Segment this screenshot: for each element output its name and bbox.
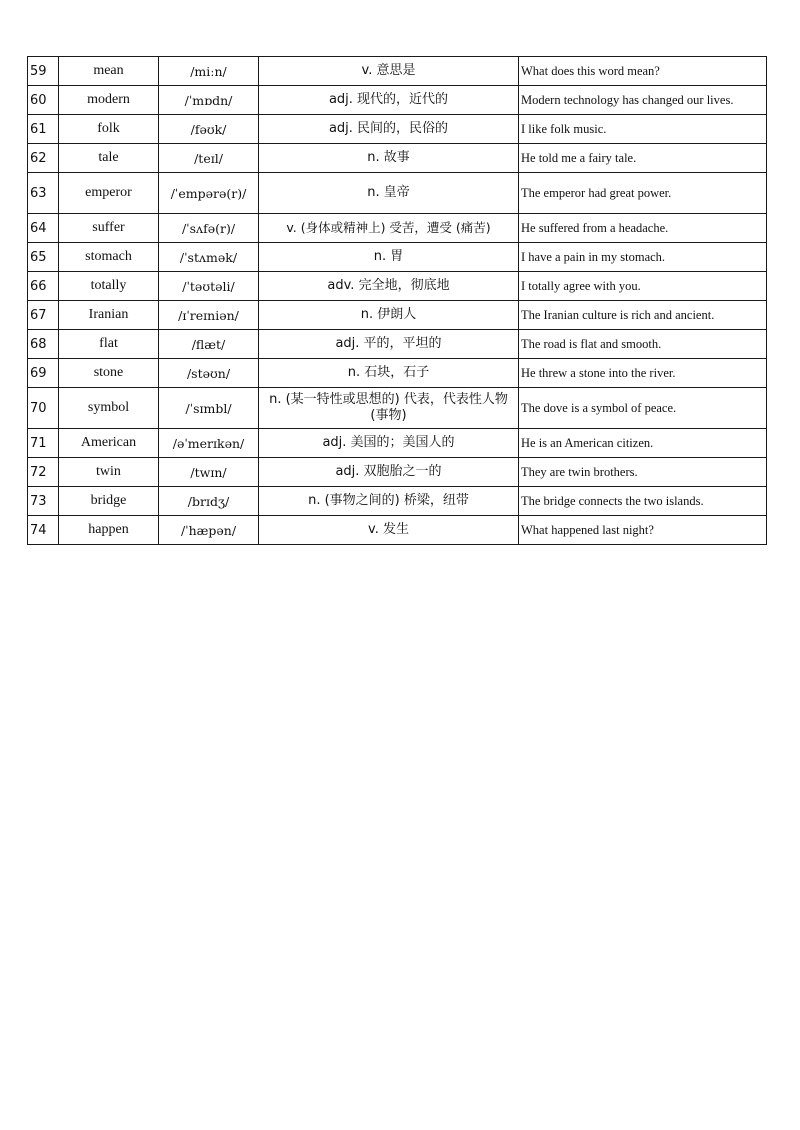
table-row xyxy=(28,429,767,458)
word-cell: twin xyxy=(59,458,159,487)
table-row xyxy=(28,144,767,173)
vocabulary-table xyxy=(27,56,767,545)
word-cell: happen xyxy=(59,516,159,545)
meaning-cell: n. (事物之间的) 桥梁，纽带 xyxy=(259,487,519,516)
phonetic-cell: /brɪdʒ/ xyxy=(159,487,259,516)
table-row xyxy=(28,330,767,359)
table-row xyxy=(28,359,767,388)
meaning-cell: adv. 完全地，彻底地 xyxy=(259,272,519,301)
meaning-cell: adj. 双胞胎之一的 xyxy=(259,458,519,487)
example-sentence-cell: They are twin brothers. xyxy=(519,458,767,487)
meaning-cell: n. 伊朗人 xyxy=(259,301,519,330)
row-number: 71 xyxy=(28,429,59,458)
example-sentence-cell: The bridge connects the two islands. xyxy=(519,487,767,516)
word-cell: suffer xyxy=(59,214,159,243)
table-row xyxy=(28,516,767,545)
phonetic-cell: /ˈsʌfə(r)/ xyxy=(159,214,259,243)
phonetic-cell: /ˈempərə(r)/ xyxy=(159,173,259,214)
phonetic-cell: /flæt/ xyxy=(159,330,259,359)
example-sentence-cell: He threw a stone into the river. xyxy=(519,359,767,388)
phonetic-cell: /miːn/ xyxy=(159,57,259,86)
phonetic-cell: /ˈhæpən/ xyxy=(159,516,259,545)
table-row xyxy=(28,301,767,330)
phonetic-cell: /ˈtəʊtəli/ xyxy=(159,272,259,301)
row-number: 62 xyxy=(28,144,59,173)
word-cell: modern xyxy=(59,86,159,115)
row-number: 64 xyxy=(28,214,59,243)
table-row xyxy=(28,243,767,272)
row-number: 59 xyxy=(28,57,59,86)
table-row xyxy=(28,214,767,243)
table-row xyxy=(28,173,767,214)
meaning-cell: n. 胃 xyxy=(259,243,519,272)
word-cell: American xyxy=(59,429,159,458)
example-sentence-cell: The Iranian culture is rich and ancient. xyxy=(519,301,767,330)
table-row xyxy=(28,272,767,301)
row-number: 65 xyxy=(28,243,59,272)
word-cell: tale xyxy=(59,144,159,173)
row-number: 60 xyxy=(28,86,59,115)
phonetic-cell: /ˈstʌmək/ xyxy=(159,243,259,272)
row-number: 72 xyxy=(28,458,59,487)
row-number: 66 xyxy=(28,272,59,301)
example-sentence-cell: The dove is a symbol of peace. xyxy=(519,388,767,429)
table-row xyxy=(28,458,767,487)
example-sentence-cell: What does this word mean? xyxy=(519,57,767,86)
word-cell: totally xyxy=(59,272,159,301)
table-row xyxy=(28,115,767,144)
meaning-cell: adj. 现代的，近代的 xyxy=(259,86,519,115)
phonetic-cell: /ˈsɪmbl/ xyxy=(159,388,259,429)
meaning-cell: n. 皇帝 xyxy=(259,173,519,214)
row-number: 61 xyxy=(28,115,59,144)
word-cell: symbol xyxy=(59,388,159,429)
meaning-cell: n. (某一特性或思想的) 代表，代表性人物 (事物) xyxy=(259,388,519,429)
meaning-cell: n. 故事 xyxy=(259,144,519,173)
example-sentence-cell: He suffered from a headache. xyxy=(519,214,767,243)
word-cell: emperor xyxy=(59,173,159,214)
example-sentence-cell: The road is flat and smooth. xyxy=(519,330,767,359)
row-number: 69 xyxy=(28,359,59,388)
table-row xyxy=(28,487,767,516)
phonetic-cell: /ˈmɒdn/ xyxy=(159,86,259,115)
meaning-cell: adj. 平的，平坦的 xyxy=(259,330,519,359)
phonetic-cell: /fəʊk/ xyxy=(159,115,259,144)
example-sentence-cell: What happened last night? xyxy=(519,516,767,545)
meaning-cell: n. 石块，石子 xyxy=(259,359,519,388)
phonetic-cell: /əˈmerɪkən/ xyxy=(159,429,259,458)
word-cell: mean xyxy=(59,57,159,86)
table-row xyxy=(28,388,767,429)
word-cell: Iranian xyxy=(59,301,159,330)
example-sentence-cell: Modern technology has changed our lives. xyxy=(519,86,767,115)
meaning-cell: adj. 民间的，民俗的 xyxy=(259,115,519,144)
row-number: 68 xyxy=(28,330,59,359)
example-sentence-cell: I totally agree with you. xyxy=(519,272,767,301)
row-number: 73 xyxy=(28,487,59,516)
example-sentence-cell: The emperor had great power. xyxy=(519,173,767,214)
word-cell: bridge xyxy=(59,487,159,516)
meaning-cell: v. 发生 xyxy=(259,516,519,545)
phonetic-cell: /teɪl/ xyxy=(159,144,259,173)
example-sentence-cell: He told me a fairy tale. xyxy=(519,144,767,173)
row-number: 63 xyxy=(28,173,59,214)
phonetic-cell: /ɪˈreɪniən/ xyxy=(159,301,259,330)
table-row xyxy=(28,57,767,86)
row-number: 74 xyxy=(28,516,59,545)
phonetic-cell: /twɪn/ xyxy=(159,458,259,487)
meaning-cell: v. 意思是 xyxy=(259,57,519,86)
meaning-cell: v. (身体或精神上) 受苦，遭受 (痛苦) xyxy=(259,214,519,243)
example-sentence-cell: I like folk music. xyxy=(519,115,767,144)
phonetic-cell: /stəʊn/ xyxy=(159,359,259,388)
table-row xyxy=(28,86,767,115)
row-number: 67 xyxy=(28,301,59,330)
example-sentence-cell: He is an American citizen. xyxy=(519,429,767,458)
meaning-cell: adj. 美国的；美国人的 xyxy=(259,429,519,458)
example-sentence-cell: I have a pain in my stomach. xyxy=(519,243,767,272)
word-cell: flat xyxy=(59,330,159,359)
word-cell: folk xyxy=(59,115,159,144)
word-cell: stomach xyxy=(59,243,159,272)
word-cell: stone xyxy=(59,359,159,388)
row-number: 70 xyxy=(28,388,59,429)
